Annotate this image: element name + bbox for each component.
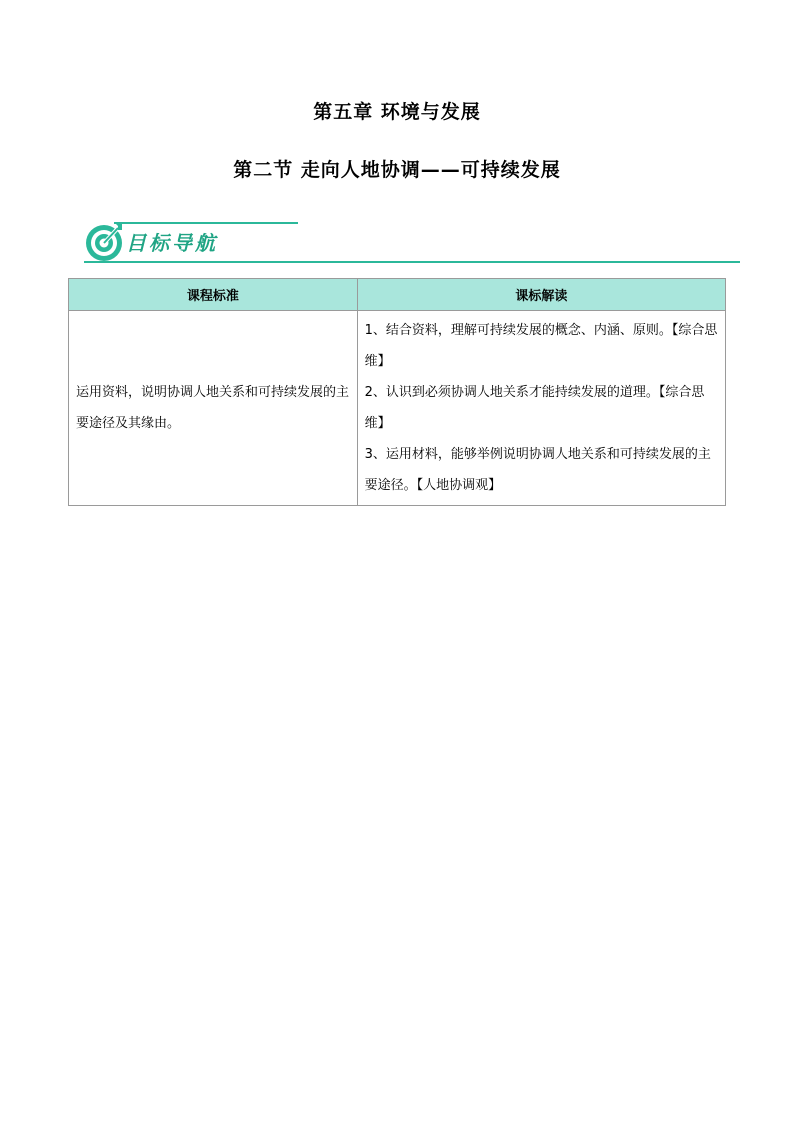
column-header-interpretation: 课标解读 — [357, 279, 725, 311]
chapter-title: 第五章 环境与发展 — [313, 101, 481, 123]
goal-navigation-banner — [84, 220, 740, 266]
banner-top-line — [114, 222, 298, 224]
interpretation-cell — [357, 311, 725, 506]
table-row — [69, 311, 726, 506]
section-title: 第二节 走向人地协调——可持续发展 — [233, 159, 561, 181]
interpretation-item: 2、认识到必须协调人地关系才能持续发展的道理。【综合思维】 — [364, 385, 705, 431]
interpretation-item: 3、运用材料，能够举例说明协调人地关系和可持续发展的主要途径。【人地协调观】 — [364, 447, 711, 493]
standard-cell: 运用资料，说明协调人地关系和可持续发展的主要途径及其缘由。 — [69, 311, 358, 506]
banner-label: 目标导航 — [126, 231, 218, 255]
interpretation-item: 1、结合资料，理解可持续发展的概念、内涵、原则。【综合思维】 — [364, 323, 718, 369]
column-header-standard: 课程标准 — [69, 279, 358, 311]
curriculum-table — [68, 278, 726, 506]
banner-bottom-line — [84, 261, 740, 263]
target-icon — [84, 222, 124, 262]
table-header-row — [69, 279, 726, 311]
